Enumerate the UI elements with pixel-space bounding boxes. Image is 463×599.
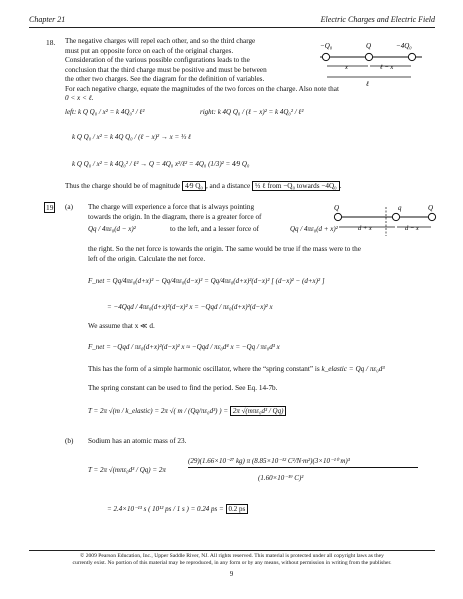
charge-dot-3: [408, 53, 415, 60]
answer-distance: ⅓ ℓ from −Q₀ towards −4Q₀: [252, 181, 340, 191]
period-eq-3: = 2.4×10⁻¹³ s ( 10¹² ps / 1 s ) = 0.24 ps = 0.2 ps: [107, 505, 248, 513]
diagram19-q-label: q: [398, 204, 402, 212]
shm-text: This has the form of a simple harmonic oscillator, where the “spring constant” is k_elastic = Qq / πε₀d³: [88, 365, 385, 373]
p19-line-3: the right. So the net force is towards the origin. The same would be true if the mass were to the: [88, 245, 361, 253]
charge-diagram-19: [328, 202, 440, 238]
footer-rule: [29, 550, 435, 551]
period-eq-2-lhs: T = 2π √(mπε₀d³ / Qq) = 2π: [88, 466, 166, 474]
conclusion-end: .: [339, 182, 342, 190]
eq-left: left: k Q Q₀ / x² = k 4Q₀² / ℓ²: [65, 108, 145, 116]
chapter-label: Chapter 21: [29, 15, 66, 24]
diagram19-dmx-label: d − x: [405, 225, 419, 232]
diagram19-Q2-label: Q: [428, 204, 434, 212]
copyright-line-1: © 2009 Pearson Education, Inc., Upper Saddle River, NJ. All rights reserved. This material is protected under all copyright laws as they: [80, 553, 384, 559]
p18-line-7: 0 < x < ℓ.: [65, 94, 94, 102]
force-frac-1: Qq / 4πε₀(d − x)²: [88, 225, 136, 233]
part-a-label: (a): [65, 203, 73, 211]
period-eq: T = 2π √(m / k_elastic) = 2π √( m / (Qq/πε₀d³) ) = 2π √(mπε₀d³ / Qq): [88, 407, 286, 415]
eq-combine: k Q Q₀ / x² = k 4Q Q₀ / (ℓ − x)² → x = ⅓ ℓ: [72, 133, 191, 141]
diagram-q2-label: Q: [366, 42, 372, 50]
force-frac-2: Qq / 4πε₀(d + x)²: [290, 225, 338, 233]
diagram19-dpx-label: d + x: [358, 225, 372, 232]
charge19-dot-q: [392, 213, 399, 220]
p18-line-6: For each negative charge, equate the magnitudes of the two forces on the charge. Also note that: [65, 84, 339, 93]
charge19-dot-1: [334, 213, 341, 220]
page-header: [29, 15, 435, 27]
answer-magnitude: 4⁄9 Q₀: [182, 181, 206, 191]
period-answer-box: 2π √(mπε₀d³ / Qq): [230, 406, 287, 416]
diagram-l-label: ℓ: [366, 80, 369, 88]
p19-line-2: towards the origin. In the diagram, there is a greater force of: [88, 212, 262, 221]
period-text: The spring constant can be used to find the period. See Eq. 14-7b.: [88, 384, 278, 392]
diagram19-Q1-label: Q: [334, 204, 340, 212]
fnet-eq-1: F_net = Qq/4πε₀(d+x)² − Qq/4πε₀(d−x)² = Qq/4πε₀(d+x)²(d−x)² [ (d−x)² − (d+x)² ]: [88, 277, 325, 285]
problem-18-number: 18.: [46, 38, 56, 47]
conclusion-text-a: Thus the charge should be of magnitude: [65, 182, 181, 190]
eq-right: right: k 4Q Q₀ / (ℓ − x)² = k 4Q₀² / ℓ²: [200, 108, 304, 116]
final-answer-box: 0.2 ps: [226, 504, 249, 514]
assume-text: We assume that x ≪ d.: [88, 322, 155, 330]
diagram-q1-label: −Q₀: [320, 42, 333, 50]
to-left-text: to the left, and a lesser force of: [170, 225, 260, 233]
charge19-dot-2: [428, 213, 435, 220]
fraction-bar: [188, 467, 418, 468]
fnet-eq-2: = −4Qqd / 4πε₀(d+x)²(d−x)² x = −Qqd / πε₀(d+x)²(d−x)² x: [107, 303, 273, 311]
p18-line-5: the other two charges. See the diagram for the definition of variables.: [65, 75, 265, 83]
eq-charge: k Q Q₀ / x² = k 4Q₀² / ℓ² → Q = 4Q₀ x²/ℓ² = 4Q₀ (1/3)² = 4⁄9 Q₀: [72, 160, 250, 168]
sodium-text: Sodium has an atomic mass of 23.: [88, 437, 187, 445]
p18-line-4: conclusion that the third charge must be positive and must be between: [65, 65, 267, 74]
copyright-line-2: currently exist. No portion of this material may be reproduced, in any form or by any means, without permission in writing from the publisher.: [72, 560, 392, 566]
conclusion-text-b: , and a distance: [205, 182, 251, 190]
header-rule: [29, 27, 435, 28]
page-number: 9: [229, 570, 234, 578]
charge-diagram-18: [316, 36, 426, 92]
p18-line-2: must put an opposite force on each of the original charges.: [65, 46, 234, 55]
diagram-x-label: x: [345, 64, 348, 71]
k-elastic: k_elastic = Qq / πε₀d³: [321, 365, 385, 373]
diagram-lx-label: ℓ − x: [380, 64, 394, 71]
period-eq-2-den: (1.60×10⁻¹⁹ C)²: [258, 474, 304, 482]
charge-dot-2: [365, 53, 372, 60]
problem-19-number: 19: [46, 203, 54, 212]
period-eq-2-num: (29)(1.66×10⁻²⁷ kg) π (8.85×10⁻¹² C²/N·m²)(3×10⁻¹⁰ m)³: [188, 457, 350, 465]
part-b-label: (b): [65, 437, 74, 445]
p19-line-4: left of the origin. Calculate the net force.: [88, 254, 206, 263]
chapter-title: Electric Charges and Electric Field: [320, 15, 435, 24]
diagram-q3-label: −4Q₀: [396, 42, 412, 50]
fnet-eq-3: F_net = −Qqd / πε₀(d+x)²(d−x)² x ≈ −Qqd / πε₀d⁴ x = −Qq / πε₀d³ x: [88, 343, 280, 351]
charge-dot-1: [322, 53, 329, 60]
p18-line-3: Consideration of the various possible configurations leads to the: [65, 56, 250, 64]
p19-line-1: The charge will experience a force that is always pointing: [88, 203, 255, 211]
p18-line-1: The negative charges will repel each other, and so the third charge: [65, 37, 256, 45]
p18-conclusion: [65, 182, 341, 192]
copyright-footer: [29, 553, 435, 567]
